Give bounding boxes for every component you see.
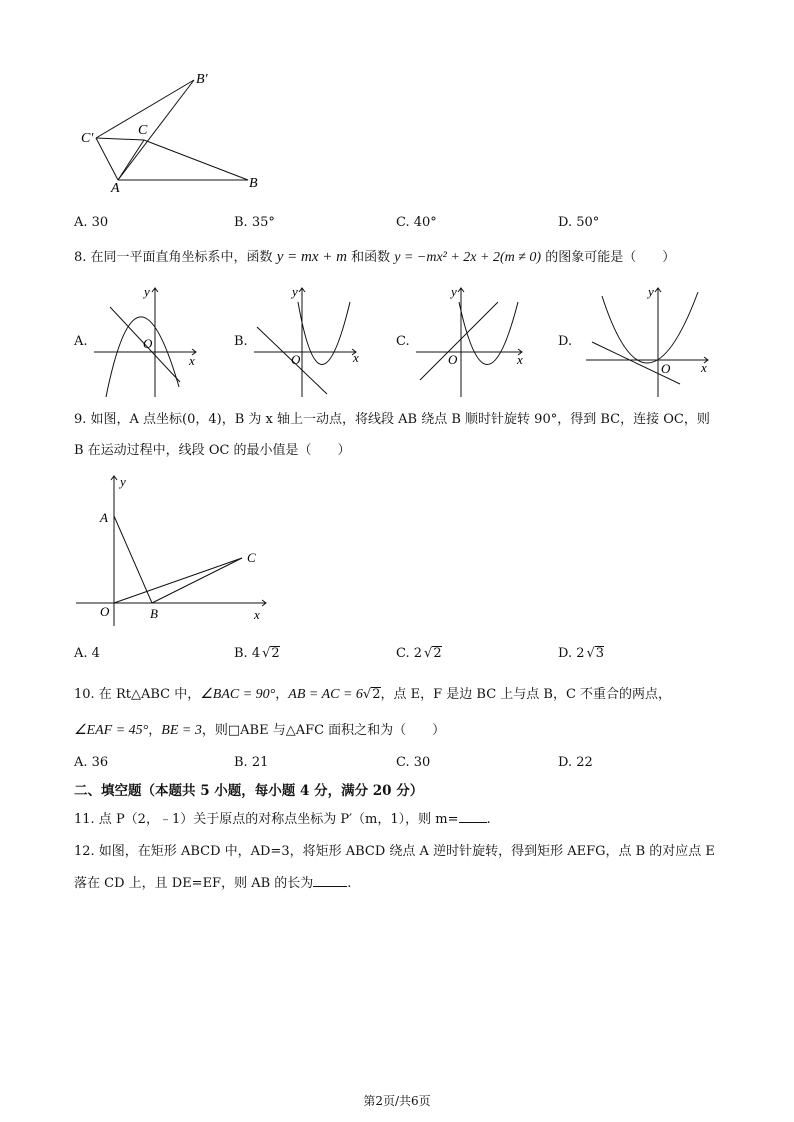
- q8-func-2: y = −mx² + 2x + 2(m ≠ 0): [394, 250, 542, 265]
- q10-option-d[interactable]: D. 22: [558, 755, 593, 770]
- segment-c-prime-c: [96, 138, 144, 140]
- q9-option-a[interactable]: A. 4: [74, 646, 100, 661]
- q8-graph-b[interactable]: [252, 282, 364, 400]
- q8-graph-b-letter[interactable]: B.: [234, 334, 248, 349]
- line-graph: [420, 302, 498, 380]
- segment-ca: [118, 140, 144, 180]
- x-label: x: [353, 350, 359, 365]
- label-x: x: [254, 607, 260, 622]
- label-a: A: [111, 181, 120, 196]
- label-c-prime: C′: [81, 131, 94, 146]
- parabola-graph: [298, 302, 350, 365]
- segment-oc: [114, 558, 242, 603]
- label-a: A: [100, 510, 108, 525]
- segment-c-prime-a: [96, 138, 118, 180]
- y-label: y: [292, 284, 298, 299]
- q10-tail-1: ，点 E，F 是边 BC 上与点 B，C 不重合的两点，: [380, 687, 672, 702]
- label-c: C: [138, 123, 148, 138]
- label-c: C: [247, 550, 256, 565]
- page-number: 第2页/共6页: [363, 1094, 431, 1108]
- parabola-graph: [106, 317, 179, 397]
- q8-graph-a[interactable]: [92, 282, 204, 400]
- q8-func-1: y = mx + m: [276, 249, 347, 265]
- q12-end: .: [347, 876, 352, 891]
- q8-graph-d[interactable]: [584, 282, 714, 400]
- y-label: y: [451, 284, 457, 299]
- q9-option-b-coef: B. 4: [234, 646, 261, 661]
- q11-end: .: [486, 812, 491, 827]
- q10-ab-ac: AB = AC = 6: [288, 687, 363, 702]
- q9-option-b-radicand: 2: [271, 646, 280, 661]
- q7-option-c[interactable]: C. 40°: [396, 215, 437, 230]
- label-b: B: [150, 606, 158, 621]
- q7-option-a[interactable]: A. 30: [74, 215, 109, 230]
- label-y: y: [120, 474, 126, 489]
- q8-graph-c-letter[interactable]: C.: [396, 334, 410, 349]
- q11-text: 11. 点 P（2，﹣1）关于原点的对称点坐标为 P′（m，1），则 m=: [74, 812, 459, 827]
- q10-angle-bac: ∠BAC = 90°: [200, 687, 276, 702]
- q8-graph-c[interactable]: [414, 282, 526, 400]
- origin-label: O: [143, 336, 153, 351]
- segment-ab-prime: [118, 80, 194, 180]
- q8-number: 8.: [74, 250, 87, 265]
- label-b: B: [249, 176, 258, 191]
- label-b-prime: B′: [196, 72, 208, 87]
- q10-be: BE = 3: [161, 723, 202, 738]
- q10-option-b[interactable]: B. 21: [234, 755, 269, 770]
- parabola-graph: [602, 292, 698, 363]
- x-label: x: [517, 352, 523, 367]
- q11-stem: [74, 810, 491, 829]
- q10-option-c[interactable]: C. 30: [396, 755, 431, 770]
- q9-option-c-radicand: 2: [433, 646, 442, 661]
- q7-option-b[interactable]: B. 35°: [234, 215, 275, 230]
- q10-angle-eaf: ∠EAF = 45°: [74, 723, 149, 738]
- origin-label: O: [448, 352, 458, 367]
- q9-stem-line-1: 9. 如图，A 点坐标(0，4)，B 为 x 轴上一动点，将线段 AB 绕点 B 顺时针旋转 90°，得到 BC，连接 OC，则: [74, 412, 710, 427]
- q10-option-a[interactable]: A. 36: [74, 755, 109, 770]
- y-label: y: [648, 284, 654, 299]
- segment-bc: [152, 558, 242, 603]
- q9-stem-line-2: B 在运动过程中，线段 OC 的最小值是（ ）: [74, 443, 351, 458]
- q11-answer-blank[interactable]: [459, 810, 487, 823]
- q8-text-2: 和函数: [351, 250, 391, 265]
- x-label: x: [701, 360, 707, 375]
- q7-figure: [78, 68, 268, 198]
- q8-text-3: 的图象可能是（ ）: [545, 250, 676, 265]
- q8-graph-d-letter[interactable]: D.: [558, 334, 573, 349]
- q9-option-d[interactable]: D. 2 √3: [558, 646, 605, 661]
- q10-stem-line-2: ∠EAF = 45°，BE = 3，则□ABE 与△AFC 面积之和为（ ）: [74, 723, 446, 738]
- q8-graph-a-letter[interactable]: A.: [74, 334, 88, 349]
- q12-text: 落在 CD 上，且 DE=EF，则 AB 的长为: [74, 876, 314, 891]
- q9-option-c[interactable]: C. 2 √2: [396, 646, 442, 661]
- q9-option-d-radicand: 3: [595, 646, 605, 661]
- q10-stem-line-1: 10. 在 Rt△ABC 中，∠BAC = 90°，AB = AC = 6√2，点 E，F 是边 BC 上与点 B，C 不重合的两点，: [74, 687, 672, 702]
- q9-option-c-coef: C. 2: [396, 646, 423, 661]
- q10-intro: 10. 在 Rt△ABC 中，: [74, 687, 201, 702]
- origin-label: O: [661, 361, 671, 376]
- x-label: x: [189, 353, 195, 368]
- section-2-heading: 二、填空题（本题共 5 小题，每小题 4 分，满分 20 分）: [74, 783, 424, 799]
- q9-option-d-coef: D. 2: [558, 646, 585, 661]
- q12-stem-line-1: 12. 如图，在矩形 ABCD 中，AD=3，将矩形 ABCD 绕点 A 逆时针旋转，得到矩形 AEFG，点 B 的对应点 E: [74, 844, 715, 859]
- q8-text-1: 在同一平面直角坐标系中，函数: [90, 250, 273, 265]
- q8-stem: [74, 248, 675, 267]
- segment-ab: [114, 516, 152, 603]
- label-o: O: [100, 604, 110, 619]
- origin-label: O: [291, 352, 301, 367]
- q9-option-b[interactable]: B. 4 √2: [234, 646, 280, 661]
- q9-figure: [72, 470, 272, 628]
- q12-stem-line-2: [74, 874, 351, 893]
- y-label: y: [144, 284, 150, 299]
- q12-answer-blank[interactable]: [313, 874, 347, 887]
- q7-option-d[interactable]: D. 50°: [558, 215, 600, 230]
- q10-tail-2: ，则□ABE 与△AFC 面积之和为（ ）: [201, 723, 446, 738]
- q10-radicand: 2: [372, 687, 381, 702]
- segment-cb: [144, 140, 248, 180]
